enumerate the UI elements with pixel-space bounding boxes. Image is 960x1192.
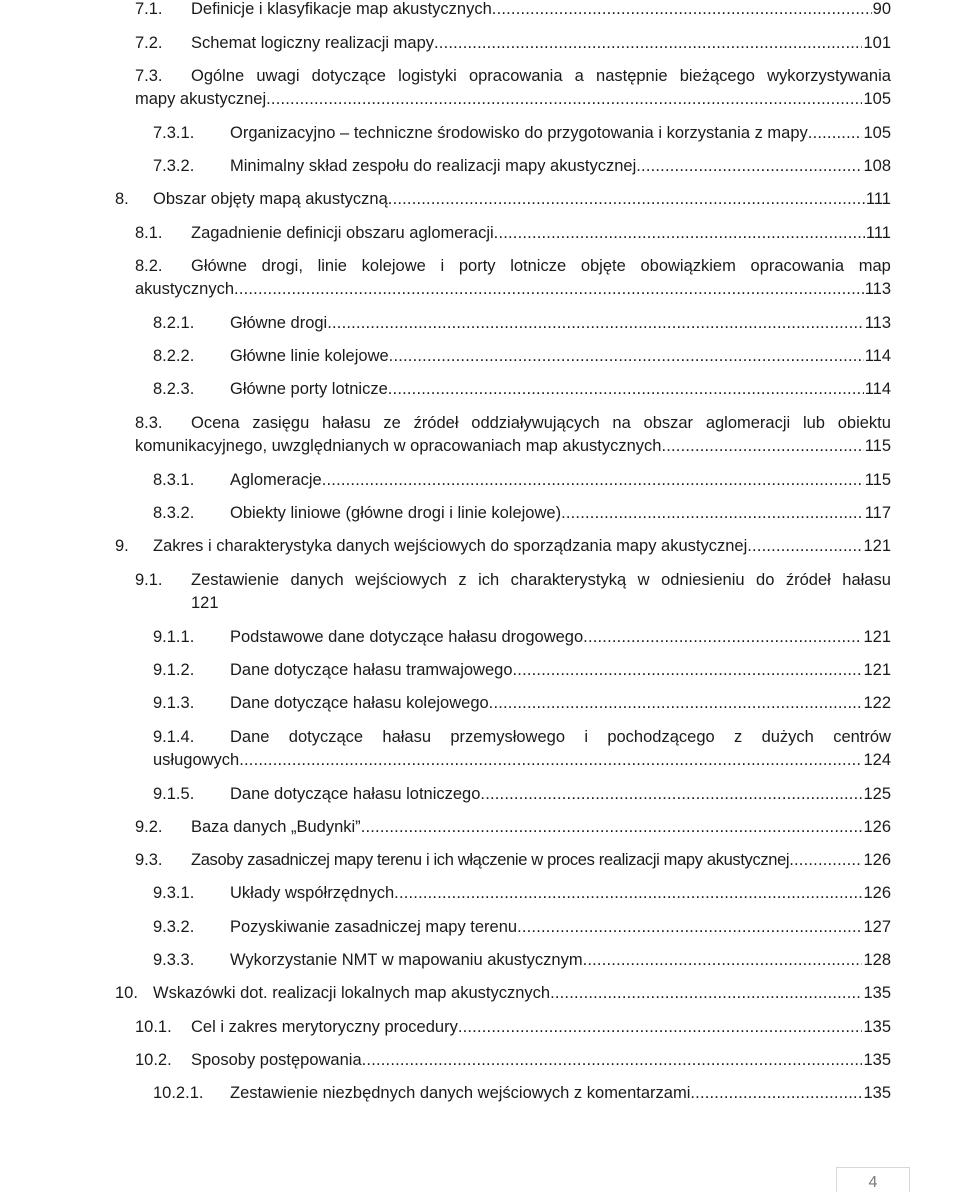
toc-title-line — [191, 65, 891, 88]
toc-title: Dane dotyczące hałasu kolejowego — [230, 694, 489, 712]
title-word: drogi, — [261, 257, 303, 275]
toc-number: 9.3.2. — [153, 918, 195, 936]
dot-leader — [389, 345, 864, 368]
toc-number: 9.1.2. — [153, 661, 195, 679]
toc-page: 108 — [863, 157, 891, 175]
toc-number: 9. — [115, 537, 129, 555]
title-word: uwagi — [256, 67, 300, 85]
toc-number: 9.3.1. — [153, 884, 195, 902]
dot-leader — [583, 626, 862, 649]
title-word: Ogólne — [191, 67, 245, 85]
title-word: bieżącego — [679, 67, 755, 85]
toc-title: Obiekty liniowe (główne drogi i linie kolejowe) — [230, 504, 562, 522]
toc-entry[interactable] — [153, 726, 891, 772]
title-word: wejściowych — [355, 571, 447, 589]
toc-title: akustycznych — [135, 280, 235, 298]
toc-page: 105 — [863, 90, 891, 108]
dot-leader — [561, 502, 864, 525]
toc-page: 126 — [863, 851, 891, 869]
title-word: i — [584, 728, 588, 746]
toc-entry[interactable] — [153, 155, 891, 178]
toc-title: Definicje i klasyfikacje map akustycznych — [191, 0, 492, 18]
toc-page: 113 — [864, 314, 891, 332]
toc-entry[interactable] — [153, 783, 891, 806]
title-word: obiektu — [837, 414, 891, 432]
toc-title: Sposoby postępowania — [191, 1051, 362, 1069]
title-word: wykorzystywania — [767, 67, 891, 85]
toc-title: Zagadnienie definicji obszaru aglomeracji — [191, 224, 494, 242]
toc-entry[interactable] — [153, 122, 891, 145]
toc-number: 10.2. — [135, 1051, 172, 1069]
title-word: a — [574, 67, 584, 85]
toc-page: 122 — [863, 694, 891, 712]
title-word: ze — [383, 414, 401, 432]
toc-title: Zasoby zasadniczej mapy terenu i ich włączenie w proces realizacji mapy akustycznej — [191, 851, 790, 869]
toc-number: 9.3. — [135, 851, 163, 869]
toc-page: 135 — [863, 1051, 891, 1069]
toc-entry[interactable] — [153, 916, 891, 939]
toc-entry[interactable] — [135, 816, 891, 839]
toc-page: 115 — [864, 471, 891, 489]
toc-page: 126 — [863, 884, 891, 902]
toc-title-line — [230, 726, 891, 749]
title-word: dotyczące — [311, 67, 386, 85]
toc-page: 114 — [864, 380, 891, 398]
title-word: z — [734, 728, 743, 746]
dot-leader — [636, 155, 862, 178]
dot-leader — [550, 982, 862, 1005]
toc-page: 121 — [863, 537, 891, 555]
title-word: lub — [802, 414, 825, 432]
dot-leader — [388, 378, 864, 401]
title-word: i — [440, 257, 445, 275]
toc-title: Układy współrzędnych — [230, 884, 395, 902]
toc-page: 135 — [863, 1018, 891, 1036]
toc-number: 10.2.1. — [153, 1084, 204, 1102]
toc-number: 9.1.5. — [153, 785, 195, 803]
toc-entry[interactable] — [135, 849, 891, 872]
toc-number: 7.1. — [135, 0, 163, 18]
toc-page: 111 — [865, 190, 891, 208]
toc-number: 7.3.1. — [153, 124, 195, 142]
dot-leader — [513, 659, 863, 682]
toc-entry[interactable] — [135, 65, 891, 111]
title-word: kolejowe — [361, 257, 426, 275]
title-word: obowiązkiem — [640, 257, 736, 275]
title-word: centrów — [833, 728, 891, 746]
page-number-box — [836, 1167, 910, 1192]
dot-leader — [327, 312, 863, 335]
toc-title: mapy akustycznej — [135, 90, 267, 108]
toc-entry[interactable] — [153, 345, 891, 368]
toc-title: Zakres i charakterystyka danych wejściowych do sporządzania mapy akustycznej — [153, 537, 748, 555]
toc-entry[interactable] — [153, 659, 891, 682]
title-word: pochodzącego — [607, 728, 715, 746]
toc-number: 7.3. — [135, 67, 163, 85]
title-word: porty — [458, 257, 496, 275]
title-word: Dane — [230, 728, 270, 746]
toc-number: 8.3.2. — [153, 504, 195, 522]
toc-title: Wskazówki dot. realizacji lokalnych map akustycznych — [153, 984, 551, 1002]
title-word: aglomeracji — [705, 414, 791, 432]
toc-title: Główne linie kolejowe — [230, 347, 389, 365]
toc-entry[interactable] — [135, 1016, 891, 1039]
toc-title: Główne porty lotnicze — [230, 380, 388, 398]
toc-title: Schemat logiczny realizacji mapy — [191, 34, 435, 52]
title-word: Ocena — [191, 414, 240, 432]
title-word: następnie — [596, 67, 668, 85]
toc-entry[interactable] — [153, 882, 891, 905]
title-word: dużych — [761, 728, 814, 746]
title-word: charakterystyką — [510, 571, 627, 589]
toc-number: 8.2.1. — [153, 314, 195, 332]
toc-page: 90 — [872, 0, 891, 18]
toc-number: 10. — [115, 984, 138, 1002]
toc-entry[interactable] — [153, 626, 891, 649]
title-word: źródeł — [785, 571, 831, 589]
toc-number: 8.2. — [135, 257, 163, 275]
toc-title: Zestawienie niezbędnych danych wejściowych z komentarzami — [230, 1084, 691, 1102]
toc-title: Cel i zakres merytoryczny procedury — [191, 1018, 458, 1036]
title-word: Zestawienie — [191, 571, 280, 589]
toc-title: Główne drogi — [230, 314, 328, 332]
dot-leader — [361, 816, 863, 839]
dot-leader — [234, 278, 864, 301]
toc-page: 128 — [863, 951, 891, 969]
toc-page: 121 — [191, 594, 219, 612]
title-word: na — [612, 414, 631, 432]
toc-number: 8. — [115, 190, 129, 208]
toc-page: 125 — [863, 785, 891, 803]
toc-entry[interactable] — [153, 469, 891, 492]
toc-number: 9.1. — [135, 571, 163, 589]
toc-number: 8.2.3. — [153, 380, 195, 398]
toc-page: 121 — [863, 661, 891, 679]
toc-page: 113 — [864, 280, 891, 298]
dot-leader — [661, 435, 863, 458]
toc-page: 111 — [865, 224, 891, 242]
toc-title: Dane dotyczące hałasu tramwajowego — [230, 661, 513, 679]
dot-leader — [239, 749, 862, 772]
toc-title: Baza danych „Budynki” — [191, 818, 361, 836]
toc-title: Organizacyjno – techniczne środowisko do przygotowania i korzystania z mapy — [230, 124, 808, 142]
toc-page: 117 — [864, 504, 891, 522]
toc-title: Minimalny skład zespołu do realizacji mapy akustycznej — [230, 157, 637, 175]
toc-page: 121 — [863, 628, 891, 646]
toc-title: Pozyskiwanie zasadniczej mapy terenu — [230, 918, 518, 936]
toc-number: 7.2. — [135, 34, 163, 52]
title-word: lotnicze — [510, 257, 567, 275]
toc-number: 8.3.1. — [153, 471, 195, 489]
toc-title: usługowych — [153, 751, 240, 769]
title-word: przemysłowego — [450, 728, 565, 746]
toc-title-line — [191, 255, 891, 278]
toc-entry[interactable] — [135, 222, 891, 245]
title-word: opracowania — [468, 67, 563, 85]
toc-entry[interactable] — [153, 949, 891, 972]
toc-entry[interactable] — [135, 412, 891, 458]
toc-title: Dane dotyczące hałasu lotniczego — [230, 785, 481, 803]
toc-entry[interactable] — [153, 312, 891, 335]
title-word: zasięgu — [252, 414, 310, 432]
dot-leader — [492, 0, 872, 21]
toc-entry[interactable] — [153, 502, 891, 525]
toc-entry[interactable] — [153, 1082, 891, 1105]
toc-title: Podstawowe dane dotyczące hałasu drogowego — [230, 628, 584, 646]
title-word: objęte — [580, 257, 626, 275]
dot-leader — [789, 849, 862, 872]
title-word: oddziaływujących — [471, 414, 600, 432]
title-word: Główne — [191, 257, 247, 275]
toc-title: Aglomeracje — [230, 471, 322, 489]
dot-leader — [690, 1082, 862, 1105]
dot-leader — [808, 122, 863, 145]
dot-leader — [322, 469, 864, 492]
toc-title: komunikacyjnego, uwzględnianych w opracowaniach map akustycznych — [135, 437, 662, 455]
dot-leader — [394, 882, 862, 905]
title-word: obszar — [643, 414, 694, 432]
toc-entry[interactable] — [153, 378, 891, 401]
title-word: danych — [290, 571, 344, 589]
title-word: z — [458, 571, 467, 589]
toc-number: 9.1.3. — [153, 694, 195, 712]
toc-number: 10.1. — [135, 1018, 172, 1036]
dot-leader — [494, 222, 865, 245]
toc-number: 8.3. — [135, 414, 163, 432]
title-word: odniesieniu — [661, 571, 745, 589]
page-number: 4 — [868, 1174, 878, 1191]
dot-leader — [434, 32, 862, 55]
title-word: źródeł — [413, 414, 459, 432]
title-word: hałasu — [322, 414, 371, 432]
dot-leader — [362, 1049, 863, 1072]
toc-entry[interactable] — [135, 32, 891, 55]
dot-leader — [458, 1016, 863, 1039]
toc-title: Obszar objęty mapą akustyczną — [153, 190, 388, 208]
toc-page: 135 — [863, 1084, 891, 1102]
toc-entry[interactable] — [153, 692, 891, 715]
dot-leader — [266, 88, 862, 111]
toc-entry[interactable] — [135, 1049, 891, 1072]
toc-title-line — [191, 412, 891, 435]
dot-leader — [583, 949, 863, 972]
toc-number: 9.3.3. — [153, 951, 195, 969]
dot-leader — [747, 535, 862, 558]
toc-entry[interactable] — [135, 0, 891, 21]
toc-number: 8.2.2. — [153, 347, 195, 365]
toc-page: 126 — [863, 818, 891, 836]
title-word: logistyki — [398, 67, 457, 85]
title-word: hałasu — [382, 728, 432, 746]
toc-number: 9.1.1. — [153, 628, 195, 646]
toc-page: 124 — [863, 751, 891, 769]
title-word: map — [858, 257, 891, 275]
toc-number: 7.3.2. — [153, 157, 195, 175]
title-word: linie — [317, 257, 347, 275]
toc-page: 105 — [863, 124, 891, 142]
title-word: dotyczące — [288, 728, 364, 746]
toc-entry[interactable] — [135, 255, 891, 301]
title-word: opracowania — [750, 257, 845, 275]
toc-page: 114 — [864, 347, 891, 365]
toc-entry[interactable] — [135, 569, 891, 615]
toc-title-line — [191, 569, 891, 592]
dot-leader — [489, 692, 863, 715]
toc-number: 9.2. — [135, 818, 163, 836]
toc-page: 127 — [863, 918, 891, 936]
toc-entry[interactable] — [115, 188, 891, 211]
toc-number: 8.1. — [135, 224, 163, 242]
toc-entry[interactable] — [115, 535, 891, 558]
title-word: hałasu — [842, 571, 891, 589]
toc-page: 115 — [864, 437, 891, 455]
title-word: do — [756, 571, 775, 589]
toc-entry[interactable] — [115, 982, 891, 1005]
dot-leader — [517, 916, 862, 939]
toc-page: 101 — [863, 34, 891, 52]
toc-number: 9.1.4. — [153, 728, 195, 746]
title-word: ich — [478, 571, 500, 589]
dot-leader — [388, 188, 865, 211]
dot-leader — [480, 783, 862, 806]
title-word: w — [637, 571, 650, 589]
toc-title: Wykorzystanie NMT w mapowaniu akustycznym — [230, 951, 583, 969]
toc-page: 135 — [863, 984, 891, 1002]
